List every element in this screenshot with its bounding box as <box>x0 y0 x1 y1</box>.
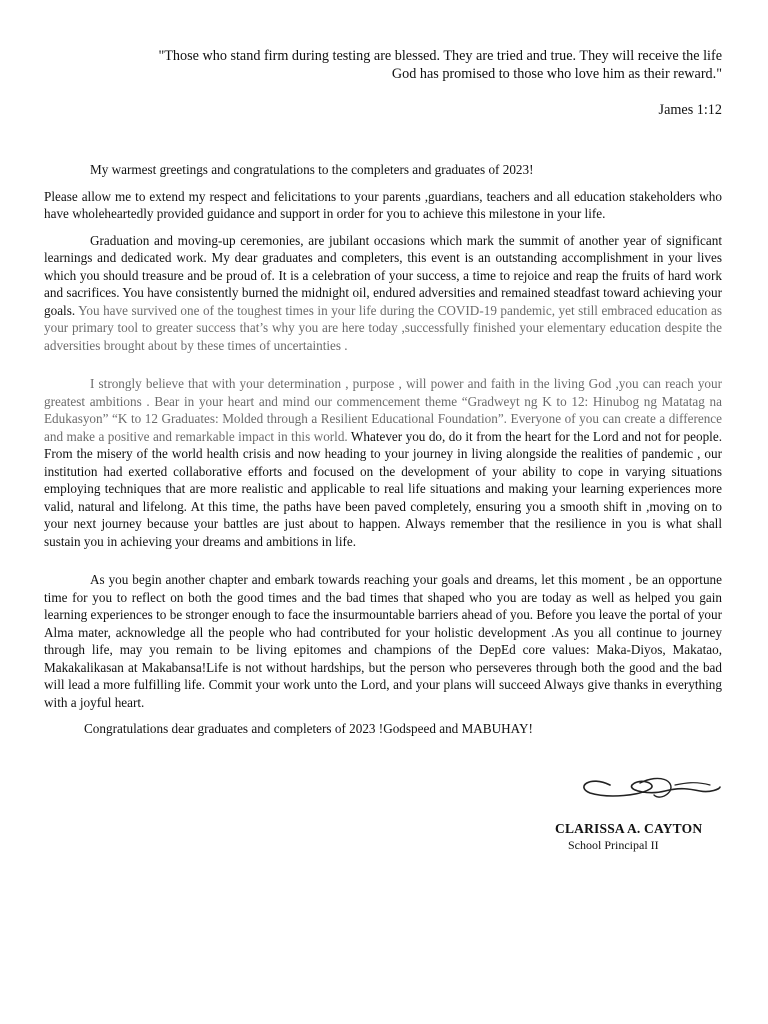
signature-icon <box>570 765 730 805</box>
paragraph-felicitations: Please allow me to extend my respect and felicitations to your parents ,guardians, teachers and all education stakeholders who have wholeheartedly provided guidance and support in order for you to achieve this milestone in your life. <box>44 188 722 221</box>
verse-reference: James 1:12 <box>658 102 722 118</box>
signatory-name: CLARISSA A. CAYTON <box>555 821 703 836</box>
paragraph-belief-theme: I strongly believe that with your determination , purpose , will power and faith in the living God ,you can reach your greatest ambitions . Bear in your heart and mind our commencement theme “Gradweyt ng K to 12: Hinubog ng Matatag na Edukasyon” “K to 12 Graduates: Molded through a Resilient Educational Foundation”. Everyone of you can create a difference and make a positive and remarkable impact in this world. <box>44 376 722 444</box>
paragraph-graduation-text: Graduation and moving-up ceremonies, are jubilant occasions which mark the summit of another year of significant learnings and dedicated work. My dear graduates and completers, this event is an outstanding accomplishment in your lives which you should treasure and be proud of. It is a celebration of your success, a time to rejoice and reap the fruits of hard work and sacrifices. You have consistently burned the midnight oil, endured adversities and remained steadfast toward achieving your goals. <box>44 232 722 318</box>
paragraph-belief <box>44 375 722 550</box>
bible-quote <box>100 47 722 83</box>
paragraph-new-chapter: As you begin another chapter and embark towards reaching your goals and dreams, let this moment , be an opportune time for you to reflect on both the good times and the bad times that shaped who you are today as well as helped you gain learning experiences to be stronger enough to face the insurmountable barriers ahead of you. Before you leave the portal of your Alma mater, acknowledge all the people who had contributed for your holistic development .As you all continue to journey through life, may you remain to be living epitomes and champions of the DepEd core values: Maka-Diyos, Makatao, Makakalikasan at Makabansa!Life is not without hardships, but the person who perseveres through both the good and the bad will lead a more fulfilling life. Commit your work unto the Lord, and your plans will succeed Always give thanks in everything with a joyful heart. <box>44 572 722 710</box>
paragraph-graduation <box>44 232 722 355</box>
quote-line-2: God has promised to those who love him as their reward." <box>391 66 722 82</box>
paragraph-belief-text: Whatever you do, do it from the heart for the Lord and not for people. From the misery of the world health crisis and now heading to your journey in living alongside the realities of pandemic , our institution had exerted collaborative efforts and focused on the development of your ability to cope in varying situations employing techniques that are more realistic and applicable to real life situations and making your learning experiences more valid, natural and lifelong. At this time, the paths have been paved completely, ensuring you a smooth shift in ,moving on to your next journey because your battles are just about to happen. Always remember that the resilience in you is what shall sustain you in achieving your dreams and ambitions in life. <box>44 428 722 549</box>
letter-body <box>44 161 722 747</box>
greeting-paragraph: My warmest greetings and congratulations to the completers and graduates of 2023! <box>90 162 534 177</box>
quote-line-1: "Those who stand firm during testing are blessed. They are tried and true. They will receive the life <box>158 48 722 64</box>
closing-line: Congratulations dear graduates and completers of 2023 !Godspeed and MABUHAY! <box>84 721 533 736</box>
signatory-title: School Principal II <box>568 838 659 852</box>
paragraph-covid-text: You have survived one of the toughest times in your life during the COVID-19 pandemic, yet still embraced education as your primary tool to greater success that’s why you are here today ,successfully finished your elementary education despite the adversities brought about by these times of uncertainties . <box>44 302 722 353</box>
